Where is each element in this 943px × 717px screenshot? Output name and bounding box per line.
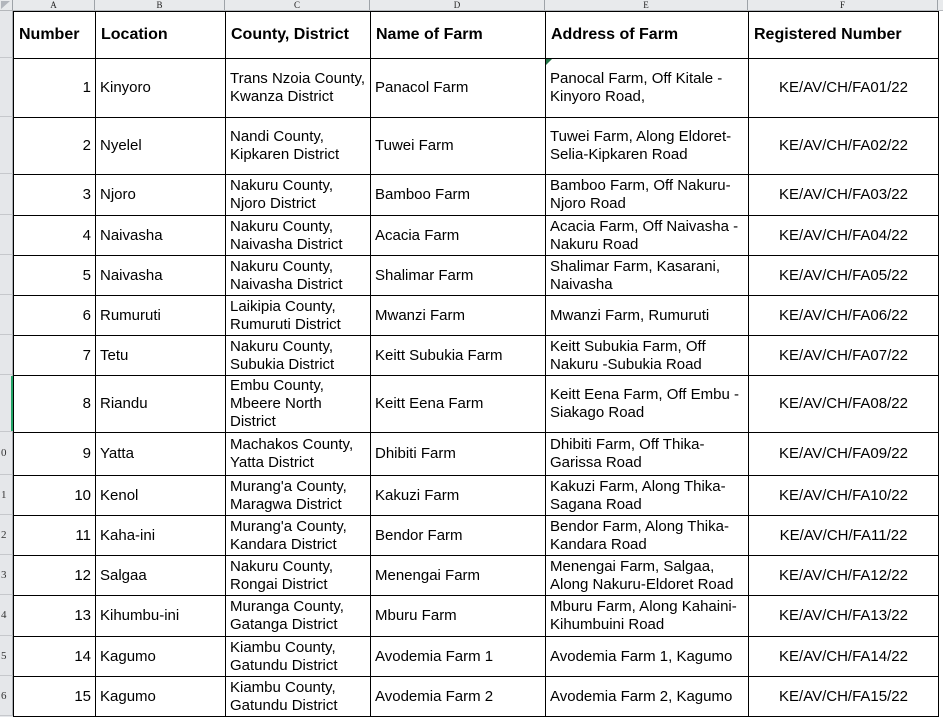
header-reg[interactable]: Registered Number: [749, 12, 939, 59]
table-row: [14, 476, 939, 516]
column-header-C[interactable]: C: [225, 0, 370, 10]
cell-farm-address[interactable]: Bamboo Farm, Off Nakuru-Njoro Road: [546, 175, 749, 216]
cell-county-district[interactable]: Embu County, Mbeere North District: [226, 376, 371, 433]
row-header-12[interactable]: 2: [0, 515, 13, 555]
table-row: [14, 336, 939, 376]
cell-number[interactable]: 8: [14, 376, 96, 433]
cell-number[interactable]: 12: [14, 556, 96, 596]
table-row: [14, 556, 939, 596]
cell-registered-number[interactable]: KE/AV/CH/FA11/22: [749, 516, 939, 556]
row-header-16[interactable]: 6: [0, 676, 13, 716]
cell-county-district[interactable]: Kiambu County, Gatundu District: [226, 677, 371, 717]
cell-registered-number[interactable]: KE/AV/CH/FA04/22: [749, 216, 939, 256]
cell-number[interactable]: 4: [14, 216, 96, 256]
row-header-11[interactable]: 1: [0, 475, 13, 515]
cell-location[interactable]: Kagumo: [96, 637, 226, 677]
cell-number[interactable]: 1: [14, 59, 96, 118]
cell-registered-number[interactable]: KE/AV/CH/FA15/22: [749, 677, 939, 717]
cell-number[interactable]: 14: [14, 637, 96, 677]
cell-farm-address[interactable]: Avodemia Farm 1, Kagumo: [546, 637, 749, 677]
cell-location[interactable]: Naivasha: [96, 256, 226, 296]
cell-number[interactable]: 10: [14, 476, 96, 516]
cell-farm-name[interactable]: Keitt Eena Farm: [371, 376, 546, 433]
row-header-10[interactable]: 0: [0, 432, 13, 475]
cell-number[interactable]: 9: [14, 433, 96, 476]
cell-farm-address[interactable]: Kakuzi Farm, Along Thika-Sagana Road: [546, 476, 749, 516]
cell-location[interactable]: Naivasha: [96, 216, 226, 256]
cell-farm-address[interactable]: Panocal Farm, Off Kitale - Kinyoro Road,: [546, 59, 749, 118]
cell-number[interactable]: 7: [14, 336, 96, 376]
column-header-filler: [938, 0, 943, 10]
cell-registered-number[interactable]: KE/AV/CH/FA09/22: [749, 433, 939, 476]
table-row: [14, 376, 939, 433]
header-county[interactable]: County, District: [226, 12, 371, 59]
cell-county-district[interactable]: Nandi County, Kipkaren District: [226, 118, 371, 175]
cell-county-district[interactable]: Nakuru County, Subukia District: [226, 336, 371, 376]
row-header-8[interactable]: [0, 335, 13, 375]
cell-number[interactable]: 13: [14, 596, 96, 637]
cell-farm-address[interactable]: Avodemia Farm 2, Kagumo: [546, 677, 749, 717]
header-address[interactable]: Address of Farm: [546, 12, 749, 59]
cell-location[interactable]: Kinyoro: [96, 59, 226, 118]
cell-farm-name[interactable]: Shalimar Farm: [371, 256, 546, 296]
column-header-F[interactable]: F: [748, 0, 938, 10]
cell-county-district[interactable]: Nakuru County, Naivasha District: [226, 216, 371, 256]
column-header-A[interactable]: A: [13, 0, 95, 10]
column-header-D[interactable]: D: [370, 0, 545, 10]
header-location[interactable]: Location: [96, 12, 226, 59]
table-row: [14, 637, 939, 677]
cell-county-district[interactable]: Nakuru County, Naivasha District: [226, 256, 371, 296]
cell-farm-address[interactable]: Acacia Farm, Off Naivasha -Nakuru Road: [546, 216, 749, 256]
cell-farm-address[interactable]: Keitt Eena Farm, Off Embu -Siakago Road: [546, 376, 749, 433]
cell-farm-address[interactable]: Shalimar Farm, Kasarani, Naivasha: [546, 256, 749, 296]
table-row: [14, 118, 939, 175]
row-header-14[interactable]: 4: [0, 595, 13, 636]
table-row: [14, 296, 939, 336]
table-row: [14, 433, 939, 476]
cell-county-district[interactable]: Laikipia County, Rumuruti District: [226, 296, 371, 336]
column-header-E[interactable]: E: [545, 0, 748, 10]
cell-farm-name[interactable]: Bamboo Farm: [371, 175, 546, 216]
cell-farm-name[interactable]: Menengai Farm: [371, 556, 546, 596]
cell-farm-name[interactable]: Kakuzi Farm: [371, 476, 546, 516]
cell-location[interactable]: Salgaa: [96, 556, 226, 596]
cell-location[interactable]: Nyelel: [96, 118, 226, 175]
cell-number[interactable]: 11: [14, 516, 96, 556]
cell-farm-name[interactable]: Acacia Farm: [371, 216, 546, 256]
cell-number[interactable]: 6: [14, 296, 96, 336]
table-row: [14, 677, 939, 717]
cell-location[interactable]: Rumuruti: [96, 296, 226, 336]
table-row: [14, 516, 939, 556]
column-header-B[interactable]: B: [95, 0, 225, 10]
column-header-strip: [13, 0, 943, 11]
cell-farm-name[interactable]: Avodemia Farm 2: [371, 677, 546, 717]
header-farm[interactable]: Name of Farm: [371, 12, 546, 59]
row-header-7[interactable]: [0, 295, 13, 335]
cell-farm-name[interactable]: Dhibiti Farm: [371, 433, 546, 476]
cell-farm-address[interactable]: Keitt Subukia Farm, Off Nakuru -Subukia Road: [546, 336, 749, 376]
farms-table: [13, 11, 939, 717]
cell-county-district[interactable]: Nakuru County, Njoro District: [226, 175, 371, 216]
cell-number[interactable]: 3: [14, 175, 96, 216]
cell-county-district[interactable]: Machakos County, Yatta District: [226, 433, 371, 476]
cell-location[interactable]: Yatta: [96, 433, 226, 476]
select-all-triangle-icon: [1, 1, 10, 9]
row-header-strip: [0, 11, 13, 717]
cell-county-district[interactable]: Murang'a County, Maragwa District: [226, 476, 371, 516]
cell-registered-number[interactable]: KE/AV/CH/FA07/22: [749, 336, 939, 376]
cell-farm-address[interactable]: Tuwei Farm, Along Eldoret-Selia-Kipkaren Road: [546, 118, 749, 175]
row-header-13[interactable]: 3: [0, 555, 13, 595]
cell-farm-name[interactable]: Keitt Subukia Farm: [371, 336, 546, 376]
cell-registered-number[interactable]: KE/AV/CH/FA08/22: [749, 376, 939, 433]
cell-location[interactable]: Tetu: [96, 336, 226, 376]
cell-farm-name[interactable]: Panacol Farm: [371, 59, 546, 118]
table-row: [14, 216, 939, 256]
cell-location[interactable]: Kagumo: [96, 677, 226, 717]
table-row: [14, 256, 939, 296]
cell-registered-number[interactable]: KE/AV/CH/FA12/22: [749, 556, 939, 596]
cell-county-district[interactable]: Muranga County, Gatanga District: [226, 596, 371, 637]
cell-farm-address[interactable]: Menengai Farm, Salgaa, Along Nakuru-Eldoret Road: [546, 556, 749, 596]
cell-location[interactable]: Kaha-ini: [96, 516, 226, 556]
cell-county-district[interactable]: Trans Nzoia County, Kwanza District: [226, 59, 371, 118]
cell-location[interactable]: Kenol: [96, 476, 226, 516]
cell-number[interactable]: 5: [14, 256, 96, 296]
cell-location[interactable]: Riandu: [96, 376, 226, 433]
cell-location[interactable]: Kihumbu-ini: [96, 596, 226, 637]
cell-farm-address[interactable]: Mburu Farm, Along Kahaini-Kihumbuini Road: [546, 596, 749, 637]
row-header-2[interactable]: [0, 58, 13, 117]
table-row: [14, 596, 939, 637]
cell-county-district[interactable]: Kiambu County, Gatundu District: [226, 637, 371, 677]
cell-county-district[interactable]: Murang'a County, Kandara District: [226, 516, 371, 556]
cell-farm-name[interactable]: Mburu Farm: [371, 596, 546, 637]
cell-farm-name[interactable]: Bendor Farm: [371, 516, 546, 556]
select-all-corner[interactable]: [0, 0, 13, 11]
table-row: [14, 59, 939, 118]
row-header-4[interactable]: [0, 174, 13, 215]
cell-farm-name[interactable]: Avodemia Farm 1: [371, 637, 546, 677]
cell-farm-address[interactable]: Bendor Farm, Along Thika-Kandara Road: [546, 516, 749, 556]
cell-registered-number[interactable]: KE/AV/CH/FA02/22: [749, 118, 939, 175]
row-header-3[interactable]: [0, 117, 13, 174]
cell-number[interactable]: 2: [14, 118, 96, 175]
cell-location[interactable]: Njoro: [96, 175, 226, 216]
row-header-1[interactable]: [0, 11, 13, 58]
row-header-15[interactable]: 5: [0, 636, 13, 676]
cell-registered-number[interactable]: KE/AV/CH/FA10/22: [749, 476, 939, 516]
cell-registered-number[interactable]: KE/AV/CH/FA14/22: [749, 637, 939, 677]
cell-registered-number[interactable]: KE/AV/CH/FA05/22: [749, 256, 939, 296]
cell-registered-number[interactable]: KE/AV/CH/FA01/22: [749, 59, 939, 118]
row-header-5[interactable]: [0, 215, 13, 255]
header-number[interactable]: Number: [14, 12, 96, 59]
cell-registered-number[interactable]: KE/AV/CH/FA13/22: [749, 596, 939, 637]
row-header-6[interactable]: [0, 255, 13, 295]
cell-county-district[interactable]: Nakuru County, Rongai District: [226, 556, 371, 596]
cell-farm-address[interactable]: Mwanzi Farm, Rumuruti: [546, 296, 749, 336]
cell-farm-name[interactable]: Mwanzi Farm: [371, 296, 546, 336]
cell-registered-number[interactable]: KE/AV/CH/FA03/22: [749, 175, 939, 216]
table-row: [14, 175, 939, 216]
cell-farm-address[interactable]: Dhibiti Farm, Off Thika-Garissa Road: [546, 433, 749, 476]
cell-number[interactable]: 15: [14, 677, 96, 717]
cell-registered-number[interactable]: KE/AV/CH/FA06/22: [749, 296, 939, 336]
table-header-row: [14, 12, 939, 59]
cell-farm-name[interactable]: Tuwei Farm: [371, 118, 546, 175]
